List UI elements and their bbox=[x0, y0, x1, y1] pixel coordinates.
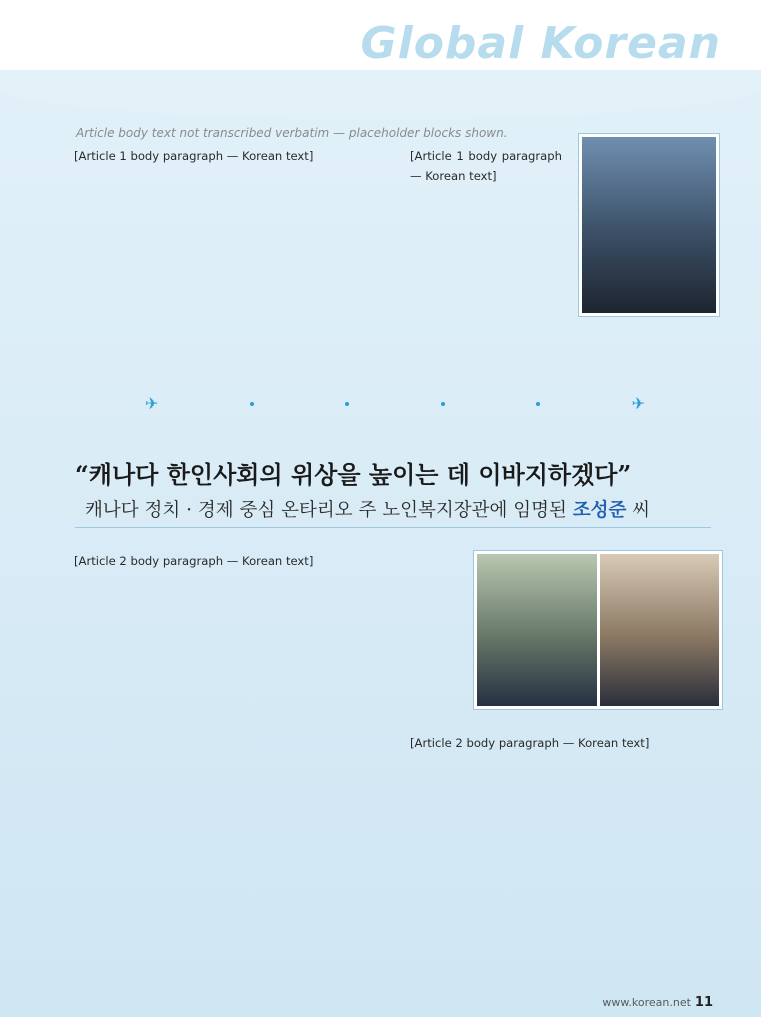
paragraph: [Article 2 body paragraph — Korean text] bbox=[410, 736, 650, 750]
portrait-photo bbox=[579, 134, 719, 316]
article2-column-right bbox=[410, 733, 715, 753]
subtitle-person-name: 조성준 bbox=[572, 500, 627, 521]
dot bbox=[250, 402, 254, 406]
subtitle-suffix: 씨 bbox=[626, 500, 651, 521]
article-subtitle bbox=[85, 496, 725, 522]
transcription-note: Article body text not transcribed verbatim — placeholder blocks shown. bbox=[76, 126, 508, 140]
paragraph: [Article 1 body paragraph — Korean text] bbox=[410, 149, 562, 184]
footer-site: www.korean.net bbox=[602, 996, 691, 1009]
airplane-icon: ✈ bbox=[631, 394, 645, 413]
article2-column-left bbox=[74, 551, 382, 571]
subtitle-text: 캐나다 정치 · 경제 중심 온타리오 주 노인복지장관에 임명된 bbox=[85, 500, 573, 521]
section-title: Global Korean bbox=[360, 18, 721, 69]
section-divider bbox=[145, 396, 645, 412]
article-headline: “캐나다 한인사회의 위상을 높이는 데 이바지하겠다” bbox=[75, 460, 632, 489]
dot bbox=[345, 402, 349, 406]
dot bbox=[536, 402, 540, 406]
dot bbox=[441, 402, 445, 406]
page-footer bbox=[602, 995, 713, 1010]
portrait-right bbox=[600, 554, 720, 706]
subtitle-rule bbox=[75, 527, 711, 528]
airplane-icon: ✈ bbox=[145, 394, 159, 413]
dual-portrait-photo bbox=[474, 551, 722, 709]
article1-column-left bbox=[74, 146, 382, 166]
page-number: 11 bbox=[694, 995, 713, 1010]
paragraph: [Article 1 body paragraph — Korean text] bbox=[74, 149, 314, 163]
article1-column-middle bbox=[410, 146, 562, 187]
portrait-left bbox=[477, 554, 597, 706]
paragraph: [Article 2 body paragraph — Korean text] bbox=[74, 554, 314, 568]
